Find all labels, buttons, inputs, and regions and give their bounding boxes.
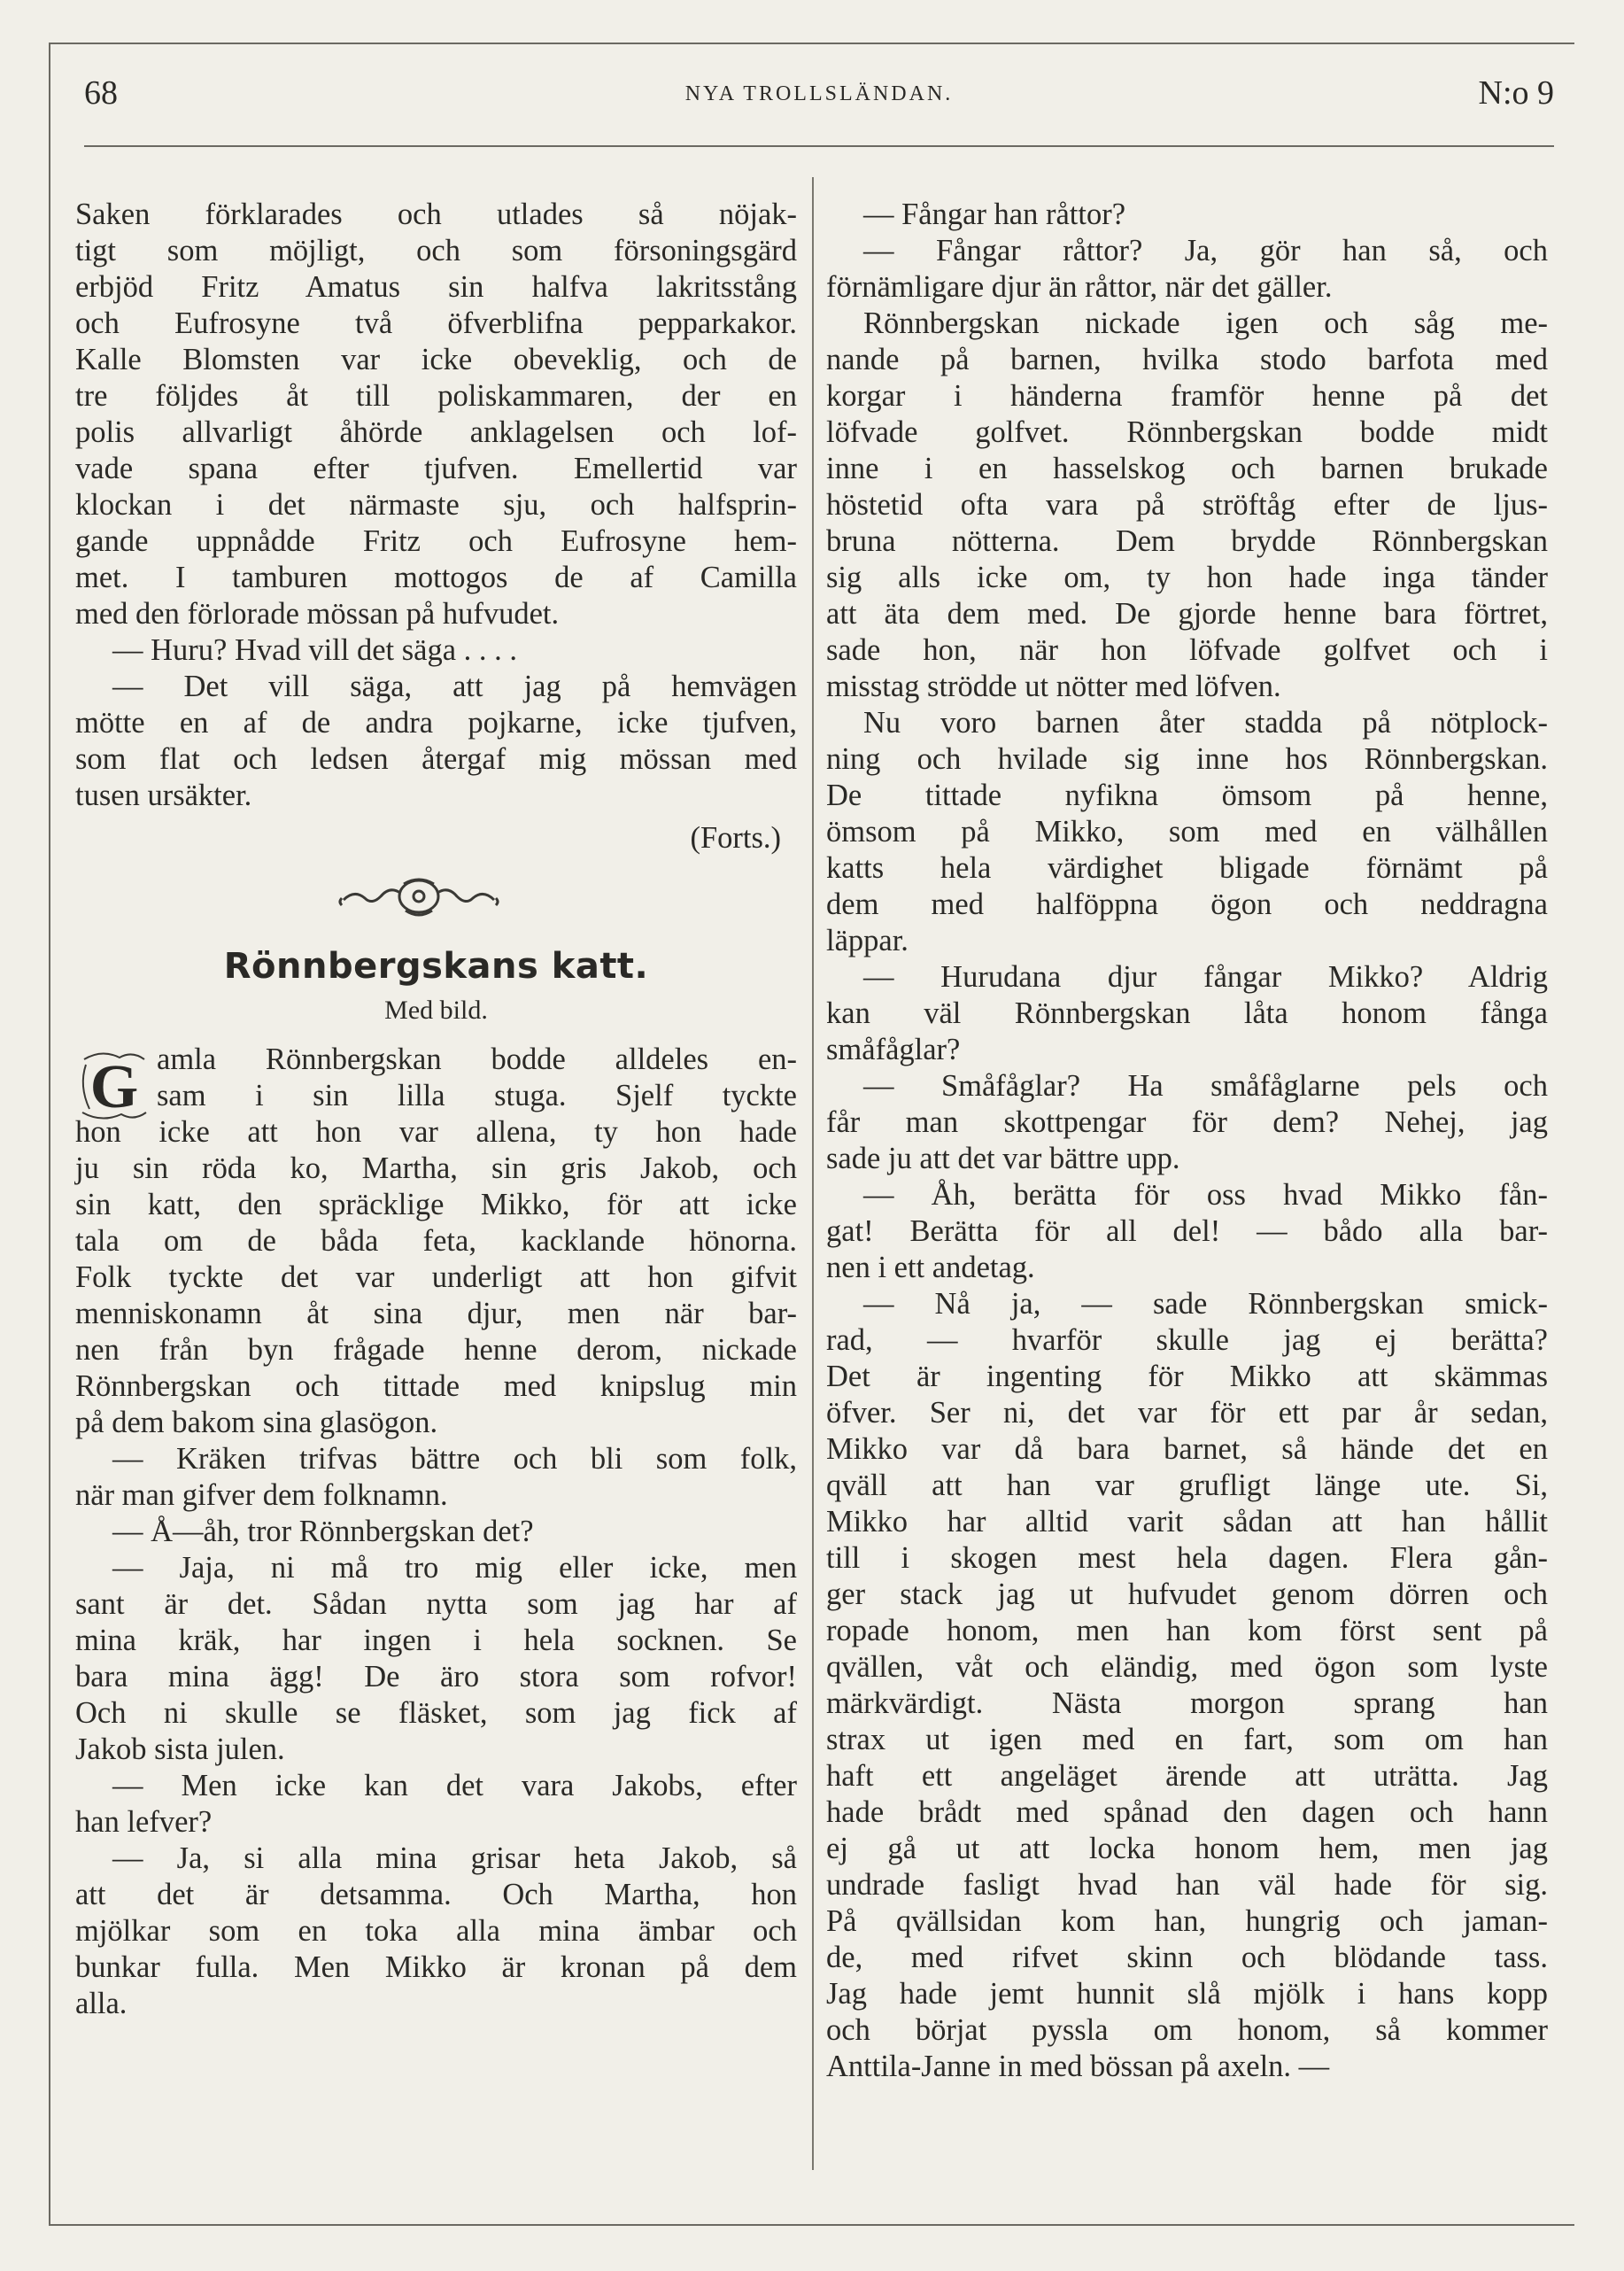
text-line: Folk tyckte det var underligt att hon gifvit — [75, 1260, 797, 1294]
text-line: katts hela värdighet bligade förnämt på — [826, 851, 1548, 885]
text-line: met. I tamburen mottogos de af Camilla — [75, 561, 797, 594]
text-line: nande på barnen, hvilka stodo barfota med — [826, 343, 1548, 376]
text-line: nen i ett andetag. — [826, 1251, 1035, 1284]
text-line: — Ja, si alla mina grisar heta Jakob, så — [112, 1841, 797, 1875]
text-line: Mikko var då bara barnet, så hände det en — [826, 1432, 1548, 1466]
story-opening-paragraph — [75, 1042, 797, 1441]
text-line: bara mina ägg! De äro stora som rofvor! — [75, 1660, 797, 1694]
text-line: ömsom på Mikko, som med en välhållen — [826, 815, 1548, 849]
text-line: tala om de båda feta, kacklande hönorna. — [75, 1224, 797, 1258]
text-line: och Eufrosyne två öfverblifna pepparkakor. — [75, 306, 797, 340]
text-line: ger stack jag ut hufvudet genom dörren och — [826, 1577, 1548, 1611]
text-line: Mikko har alltid varit sådan att han hållit — [826, 1505, 1548, 1539]
dialogue-paragraph — [75, 669, 797, 814]
text-line: Rönnbergskan och tittade med knipslug min — [75, 1369, 797, 1403]
dialogue-paragraph — [826, 1286, 1548, 2085]
text-line: sig alls icke om, ty hon hade inga tänder — [826, 561, 1548, 594]
text-line: hon icke att hon var allena, ty hon hade — [75, 1115, 797, 1149]
dialogue-paragraph — [826, 959, 1548, 1068]
ornament-flourish-icon — [335, 872, 503, 921]
continued-note: (Forts.) — [690, 821, 781, 855]
text-line: — Å—åh, tror Rönnbergskan det? — [112, 1515, 534, 1548]
text-line: Anttila-Janne in med bössan på axeln. — — [826, 2050, 1330, 2083]
text-line: mötte en af de andra pojkarne, icke tjufven, — [75, 706, 797, 740]
dialogue-paragraph — [826, 233, 1548, 306]
text-line: — Nå ja, — sade Rönnbergskan smick- — [863, 1287, 1548, 1321]
text-line: vade spana efter tjufven. Emellertid var — [75, 452, 797, 485]
text-line: får man skottpengar för dem? Nehej, jag — [826, 1105, 1548, 1139]
text-line: småfåglar? — [826, 1033, 961, 1066]
text-line: mina kräk, har ingen i hela socknen. Se — [75, 1624, 797, 1657]
text-line: nen från byn frågade henne derom, nickade — [75, 1333, 797, 1367]
text-line: kan väl Rönnbergskan låta honom fånga — [826, 996, 1548, 1030]
text-line: inne i en hasselskog och barnen brukade — [826, 452, 1548, 485]
text-line: som flat och ledsen återgaf mig mössan med — [75, 742, 797, 776]
text-line: — Kräken trifvas bättre och bli som folk, — [112, 1442, 797, 1476]
text-line: Rönnbergskan nickade igen och såg me- — [863, 306, 1548, 340]
text-line: På qvällsidan kom han, hungrig och jaman- — [826, 1904, 1548, 1938]
text-line: dem med halföppna ögon och neddragna — [826, 887, 1548, 921]
text-line: menniskonamn åt sina djur, men när bar- — [75, 1297, 797, 1330]
text-line: mjölkar som en toka alla mina ämbar och — [75, 1914, 797, 1948]
page-number: 68 — [84, 74, 118, 112]
text-line: gande uppnådde Fritz och Eufrosyne hem- — [75, 524, 797, 558]
text-line: De tittade nyfikna ömsom på henne, — [826, 779, 1548, 812]
text-line: han lefver? — [75, 1805, 213, 1839]
text-line: Jakob sista julen. — [75, 1732, 285, 1766]
dialogue-paragraph — [75, 632, 797, 669]
text-line: Det är ingenting för Mikko att skämmas — [826, 1360, 1548, 1393]
dialogue-paragraph — [826, 1177, 1548, 1286]
text-line: Jag hade jemt hunnit slå mjölk i hans kopp — [826, 1977, 1548, 2011]
text-line: erbjöd Fritz Amatus sin halfva lakritsstång — [75, 270, 797, 304]
text-line: bunkar fulla. Men Mikko är kronan på dem — [75, 1950, 797, 1984]
text-line: qväll att han var grufligt länge ute. Si, — [826, 1469, 1548, 1502]
text-line: polis allvarligt åhörde anklagelsen och lof- — [75, 415, 797, 449]
text-line: bruna nötterna. Dem brydde Rönnbergskan — [826, 524, 1548, 558]
text-line: qvällen, våt och eländig, med ögon som lyste — [826, 1650, 1548, 1684]
text-line: på dem bakom sina glasögon. — [75, 1406, 438, 1439]
dialogue-paragraph — [75, 1514, 797, 1550]
text-line: — Jaja, ni må tro mig eller icke, men — [112, 1551, 797, 1585]
intro-paragraph — [75, 197, 797, 632]
text-line: — Det vill säga, att jag på hemvägen — [112, 670, 797, 703]
narrative-paragraph — [826, 705, 1548, 959]
text-line: misstag strödde ut nötter med löfven. — [826, 670, 1281, 703]
dialogue-paragraph — [75, 1550, 797, 1768]
text-line: klockan i det närmaste sju, och halfsprin- — [75, 488, 797, 522]
page-header — [84, 66, 1554, 120]
story-title: Rönnbergskans katt. — [223, 946, 649, 987]
story-subtitle: Med bild. — [384, 996, 488, 1025]
dialogue-paragraph — [75, 1441, 797, 1514]
text-line: att det är detsamma. Och Martha, hon — [75, 1878, 797, 1911]
text-line: ej gå ut att locka honom hem, men jag — [826, 1832, 1548, 1865]
text-line: haft ett angeläget ärende att uträtta. Jag — [826, 1759, 1548, 1793]
text-line: Nu voro barnen åter stadda på nötplock- — [863, 706, 1548, 740]
text-line: sam i sin lilla stuga. Sjelf tyckte — [157, 1079, 797, 1112]
text-line: — Åh, berätta för oss hvad Mikko fån- — [863, 1178, 1548, 1212]
text-line: öfver. Ser ni, det var för ett par år sedan, — [826, 1396, 1548, 1430]
text-line: tigt som möjligt, och som försoningsgärd — [75, 234, 797, 267]
text-line: med den förlorade mössan på hufvudet. — [75, 597, 560, 631]
text-line: ju sin röda ko, Martha, sin gris Jakob, och — [75, 1151, 797, 1185]
text-line: amla Rönnbergskan bodde alldeles en- — [157, 1042, 797, 1076]
text-line: tre följdes åt till poliskammaren, der en — [75, 379, 797, 413]
text-line: sade hon, när hon löfvade golfvet och i — [826, 633, 1548, 667]
dialogue-paragraph — [826, 1068, 1548, 1177]
dialogue-paragraph — [75, 1768, 797, 1841]
text-line: — Småfåglar? Ha småfåglarne pels och — [863, 1069, 1548, 1103]
publication-title: NYA TROLLSLÄNDAN. — [684, 82, 954, 105]
text-line: — Hurudana djur fångar Mikko? Aldrig — [863, 960, 1548, 994]
header-rule — [84, 145, 1554, 147]
text-line: märkvärdigt. Nästa morgon sprang han — [826, 1686, 1548, 1720]
text-line: — Huru? Hvad vill det säga . . . . — [112, 633, 518, 667]
text-line: höstetid ofta vara på ströftåg efter de ljus- — [826, 488, 1548, 522]
narrative-paragraph — [826, 306, 1548, 705]
text-line: alla. — [75, 1987, 128, 2020]
text-line: sade ju att det var bättre upp. — [826, 1142, 1180, 1175]
text-line: Och ni skulle se fläsket, som jag fick af — [75, 1696, 797, 1730]
issue-number: N:o 9 — [1478, 74, 1554, 112]
text-line: Saken förklarades och utlades så nöjak- — [75, 198, 797, 231]
dialogue-paragraph — [826, 197, 1548, 233]
text-line: sin katt, den spräcklige Mikko, för att icke — [75, 1188, 797, 1221]
text-line: förnämligare djur än råttor, när det gäller. — [826, 270, 1333, 304]
drop-cap — [75, 1047, 153, 1125]
text-line: ropade honom, men han kom först sent på — [826, 1614, 1548, 1647]
text-line: — Fångar råttor? Ja, gör han så, och — [863, 234, 1548, 267]
text-line: korgar i händerna framför henne på det — [826, 379, 1548, 413]
text-line: till i skogen mest hela dagen. Flera gån- — [826, 1541, 1548, 1575]
text-line: Kalle Blomsten var icke obeveklig, och de — [75, 343, 797, 376]
text-line: ning och hvilade sig inne hos Rönnbergskan. — [826, 742, 1548, 776]
text-line: löfvade golfvet. Rönnbergskan bodde midt — [826, 415, 1548, 449]
text-line: sant är det. Sådan nytta som jag har af — [75, 1587, 797, 1621]
text-line: gat! Berätta för all del! — bådo alla bar- — [826, 1214, 1548, 1248]
text-line: när man gifver dem folknamn. — [75, 1478, 448, 1512]
column-divider — [812, 177, 814, 2170]
left-column — [75, 197, 797, 2022]
text-line: strax ut igen med en fart, som om han — [826, 1723, 1548, 1756]
text-line: och börjat pyssla om honom, så kommer — [826, 2013, 1548, 2047]
text-line: de, med rifvet skinn och blödande tass. — [826, 1941, 1548, 1974]
right-column — [826, 197, 1548, 2085]
text-line: läppar. — [826, 924, 909, 957]
text-line: hade brådt med spånad den dagen och hann — [826, 1795, 1548, 1829]
text-line: undrade fasligt hvad han väl hade för sig. — [826, 1868, 1548, 1902]
text-line: — Men icke kan det vara Jakobs, efter — [112, 1769, 797, 1802]
text-line: att äta dem med. De gjorde henne bara förtret, — [826, 597, 1548, 631]
text-line: tusen ursäkter. — [75, 779, 252, 812]
text-line: — Fångar han råttor? — [863, 198, 1126, 231]
svg-text:G: G — [89, 1053, 139, 1121]
dialogue-paragraph — [75, 1841, 797, 2022]
ornament-divider — [75, 858, 797, 934]
text-line: rad, — hvarför skulle jag ej berätta? — [826, 1323, 1548, 1357]
